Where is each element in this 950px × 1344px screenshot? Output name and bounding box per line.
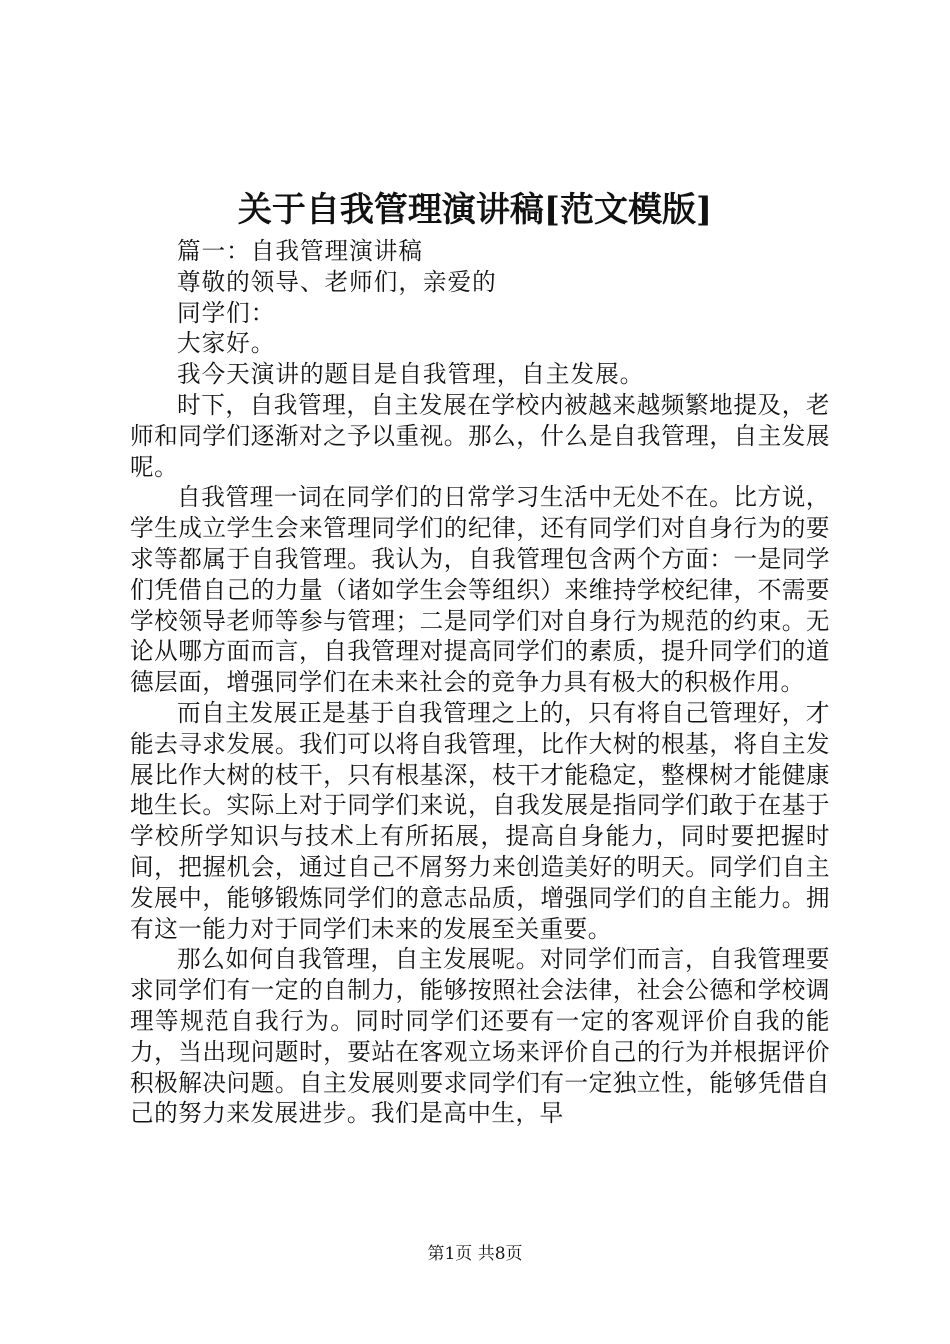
body-paragraph: 而自主发展正是基于自我管理之上的，只有将自己管理好，才能去寻求发展。我们可以将自我管理，比作大树的根基，将自主发展比作大树的枝干，只有根基深，枝干才能稳定，整棵树才能健康地生长。实际上对于同学们来说，自我发展是指同学们敢于在基于学校所学知识与技术上有所拓展，提高自身能力，同时要把握时间，把握机会，通过自己不屑努力来创造美好的明天。同学们自主发展中，能够锻炼同学们的意志品质，增强同学们的自主能力。拥有这一能力对于同学们未来的发展至关重要。	[130, 698, 830, 943]
section-heading: 篇一：自我管理演讲稿	[177, 237, 423, 265]
page-number-footer: 第1页 共8页	[427, 1244, 523, 1264]
body-paragraph: 自我管理一词在同学们的日常学习生活中无处不在。比方说，学生成立学生会来管理同学们的纪律，还有同学们对自身行为的要求等都属于自我管理。我认为，自我管理包含两个方面：一是同学们凭借自己的力量（诸如学生会等组织）来维持学校纪律，不需要学校领导老师等参与管理；二是同学们对自身行为规范的约束。无论从哪方面而言，自我管理对提高同学们的素质，提升同学们的道德层面，增强同学们在未来社会的竞争力具有极大的积极作用。	[130, 483, 830, 697]
salutation-line: 尊敬的领导、老师们，亲爱的	[177, 267, 497, 296]
body-paragraph: 时下，自我管理，自主发展在学校内被越来越频繁地提及，老师和同学们逐渐对之予以重视。那么，什么是自我管理，自主发展呢。	[130, 390, 830, 481]
greeting-line: 大家好。	[177, 329, 276, 358]
document-body	[130, 236, 830, 1129]
topic-line: 我今天演讲的题目是自我管理，自主发展。	[177, 360, 645, 389]
salutation-line: 同学们：	[177, 298, 276, 327]
document-title: 关于自我管理演讲稿[范文模版]	[237, 190, 713, 230]
body-paragraph: 那么如何自我管理，自主发展呢。对同学们而言，自我管理要求同学们有一定的自制力，能够按照社会法律，社会公德和学校调理等规范自我行为。同时同学们还要有一定的客观评价自我的能力，当出现问题时，要站在客观立场来评价自己的行为并根据评价积极解决问题。自主发展则要求同学们有一定独立性，能够凭借自己的努力来发展进步。我们是高中生，早	[130, 945, 830, 1128]
